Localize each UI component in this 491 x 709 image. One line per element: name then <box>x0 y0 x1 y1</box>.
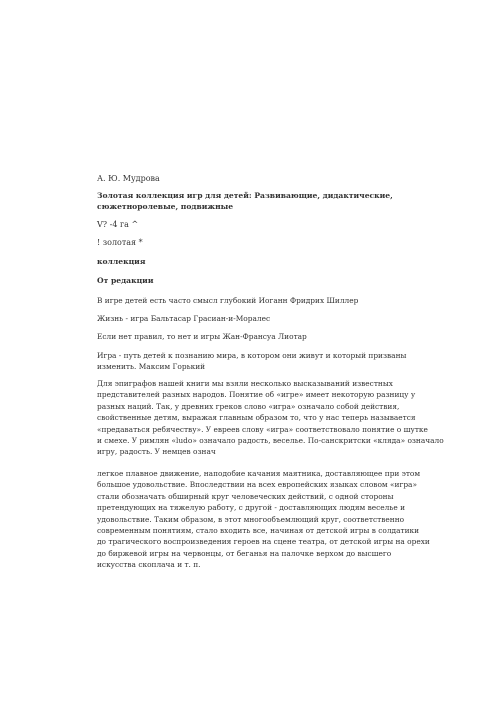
paragraph-2 <box>97 378 444 458</box>
book-title-line-1: Золотая коллекция игр для детей: Развивающие, дидактические, <box>97 191 393 200</box>
epigraph-quote-3: Если нет правил, то нет и игры Жан-Франсуа Лиотар <box>97 332 307 341</box>
paragraph-3-line: удовольствие. Таким образом, в этот многообъемлющий круг, соответственно <box>97 514 405 524</box>
epigraph-quote-1: В игре детей есть часто смысл глубокий Иоганн Фридрих Шиллер <box>97 296 359 305</box>
book-title <box>97 190 393 212</box>
paragraph-3-line: искусства скоплача и т. п. <box>97 560 201 570</box>
paragraph-3-line: большое удовольствие. Впоследствии на всех европейских языках словом «игра» <box>97 480 417 490</box>
paragraph-1-line: Игра - путь детей к познанию мира, в котором они живут и который призваны <box>97 351 407 360</box>
paragraph-2-line: разных наций. Так, у древних греков слово «игра» означало собой действия, <box>97 401 400 411</box>
editorial-heading: От редакции <box>97 276 154 285</box>
paragraph-3-line: современным понятиям, стало входить все, начиная от детской игры в солдатики <box>97 526 420 536</box>
paragraph-2-line: и смехе. У римлян «ludo» означало радость, веселье. По-санскритски «кляда» означало <box>97 436 444 446</box>
paragraph-1 <box>97 350 406 373</box>
author: А. Ю. Мудрова <box>97 174 160 183</box>
paragraph-3-line: стали обозначать обширный круг человеческих действий, с одной стороны <box>97 491 394 501</box>
paragraph-2-line: «предаваться ребячеству». У евреев слову «игра» соответствовало понятие о шутке <box>97 424 428 434</box>
ocr-noise-1: V? -4 га ^ <box>97 220 139 229</box>
epigraph-quote-2: Жизнь - игра Бальтасар Грасиан-и-Моралес <box>97 314 271 323</box>
paragraph-2-line: свойственные детям, выражая главным образом то, что у нас теперь называется <box>97 413 416 423</box>
paragraph-3 <box>97 468 430 571</box>
paragraph-2-line: представителей разных народов. Понятие об «игре» имеет некоторую разницу у <box>97 390 416 400</box>
paragraph-2-line: игру, радость. У немцев означ <box>97 447 216 457</box>
paragraph-1-line: изменить. Максим Горький <box>97 362 206 372</box>
paragraph-3-line: легкое плавное движение, наподобие качания маятника, доставляющее при этом <box>97 469 421 478</box>
book-title-line-2: сюжетноролевые, подвижные <box>97 202 234 211</box>
ocr-noise-2: ! золотая * <box>97 238 143 247</box>
paragraph-2-line: Для эпиграфов нашей книги мы взяли несколько высказываний известных <box>97 379 393 388</box>
paragraph-3-line: до биржевой игры на червонцы, от беганья на палочке верхом до высшего <box>97 548 392 558</box>
collection-word: коллекция <box>97 257 146 266</box>
paragraph-3-line: до трагического воспроизведения героев на сцене театра, от детской игры на орехи <box>97 537 430 547</box>
paragraph-3-line: претендующих на тяжелую работу, с другой - доставляющих людям веселье и <box>97 503 405 513</box>
